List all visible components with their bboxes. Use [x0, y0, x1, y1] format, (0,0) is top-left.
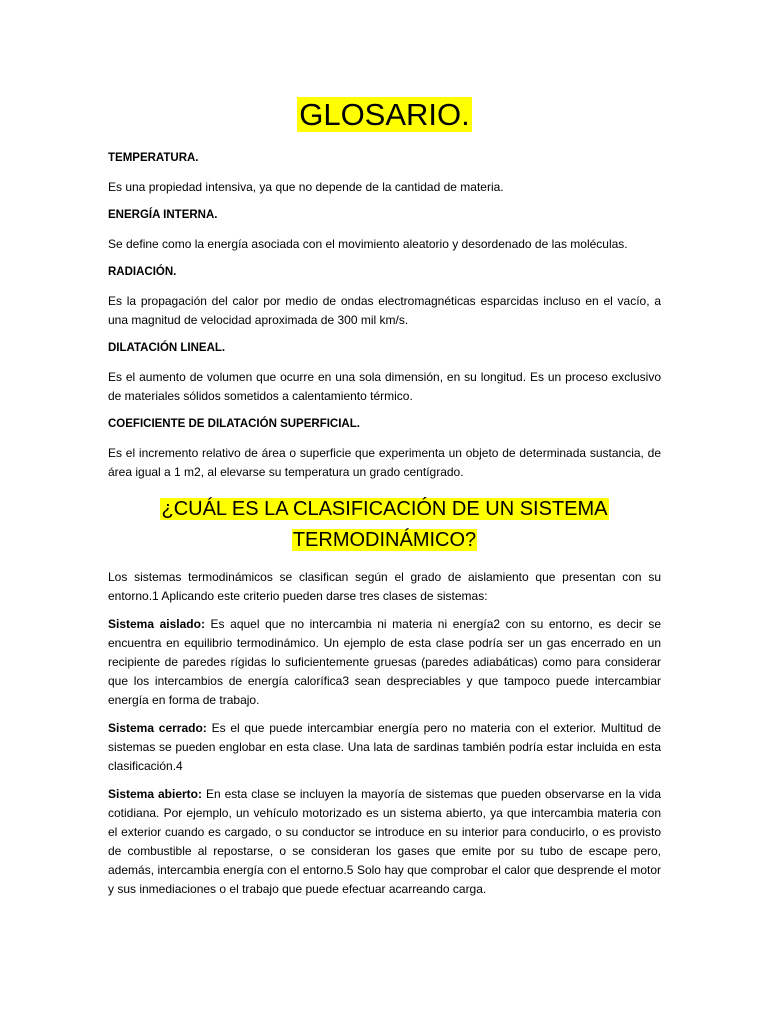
intro-paragraph: Los sistemas termodinámicos se clasifican según el grado de aislamiento que presentan con su entorno.1 Aplicando este criterio pueden darse tres clases de sistemas:: [108, 570, 661, 603]
glossary-definition-dilatacion-lineal: Es el aumento de volumen que ocurre en una sola dimensión, en su longitud. Es un proceso exclusivo de materiales sólidos sometidos a calentamiento térmico.: [108, 370, 661, 403]
classification-section: [108, 568, 661, 899]
glossary-definition-coeficiente: Es el incremento relativo de área o superficie que experimenta un objeto de determinada sustancia, de área igual a 1 m2, al elevarse su temperatura un grado centígrado.: [108, 446, 661, 479]
document-page: [108, 0, 661, 1024]
system-open-text: En esta clase se incluyen la mayoría de sistemas que pueden observarse en la vida cotidiana. Por ejemplo, un vehículo motorizado es un sistema abierto, ya que intercambia materia con el exterior cuando es cargado, o su conductor se introduce en su interior para conducirlo, o es provisto de combustible al repostarse, o se consideran los gases que emite por su tubo de escape pero, además, intercambia energía con el entorno.5 Solo hay que comprobar el calor que desprende el motor y sus inmediaciones o el trabajo que puede efectuar acarreando carga.: [108, 787, 661, 896]
question-heading-line2-text: TERMODINÁMICO?: [292, 529, 477, 551]
system-closed-paragraph: [108, 719, 661, 776]
page-title: GLOSARIO.: [299, 97, 470, 132]
system-closed-label: Sistema cerrado:: [108, 721, 207, 735]
title-block: [108, 94, 661, 136]
glossary-definition-temperatura: Es una propiedad intensiva, ya que no depende de la cantidad de materia.: [108, 180, 504, 194]
question-heading-line1-text: ¿CUÁL ES LA CLASIFICACIÓN DE UN SISTEMA: [161, 498, 608, 520]
glossary-definition-radiacion: Es la propagación del calor por medio de ondas electromagnéticas esparcidas incluso en el vacío, a una magnitud de velocidad aproximada de 300 mil km/s.: [108, 294, 661, 327]
system-isolated-label: Sistema aislado:: [108, 617, 205, 631]
system-closed-text: Es el que puede intercambiar energía pero no materia con el exterior. Multitud de sistemas se pueden englobar en esta clase. Una lata de sardinas también podría estar incluida en esta clasificación.4: [108, 721, 661, 773]
question-heading-line1: [108, 494, 661, 525]
glossary-term-temperatura: TEMPERATURA.: [108, 152, 199, 164]
glossary-term-coeficiente: COEFICIENTE DE DILATACIÓN SUPERFICIAL.: [108, 418, 360, 430]
glossary-term-dilatacion-lineal: DILATACIÓN LINEAL.: [108, 342, 226, 354]
system-isolated-text: Es aquel que no intercambia ni materia ni energía2 con su entorno, es decir se encuentra en equilibrio termodinámico. Un ejemplo de esta clase podría ser un gas encerrado en un recipiente de paredes rígidas lo suficientemente gruesas (paredes adiabáticas) como para considerar que los intercambios de energía calorífica3 sean despreciables y que tampoco puede intercambiar energía en forma de trabajo.: [108, 617, 661, 707]
system-open-label: Sistema abierto:: [108, 787, 202, 801]
glossary-section: [108, 150, 661, 482]
system-isolated-paragraph: [108, 615, 661, 710]
system-open-paragraph: [108, 785, 661, 899]
glossary-term-energia-interna: ENERGÍA INTERNA.: [108, 209, 218, 221]
glossary-definition-energia-interna: Se define como la energía asociada con el movimiento aleatorio y desordenado de las moléculas.: [108, 237, 628, 251]
question-heading-line2: [108, 525, 661, 556]
glossary-term-radiacion: RADIACIÓN.: [108, 266, 177, 278]
question-heading: [108, 494, 661, 556]
